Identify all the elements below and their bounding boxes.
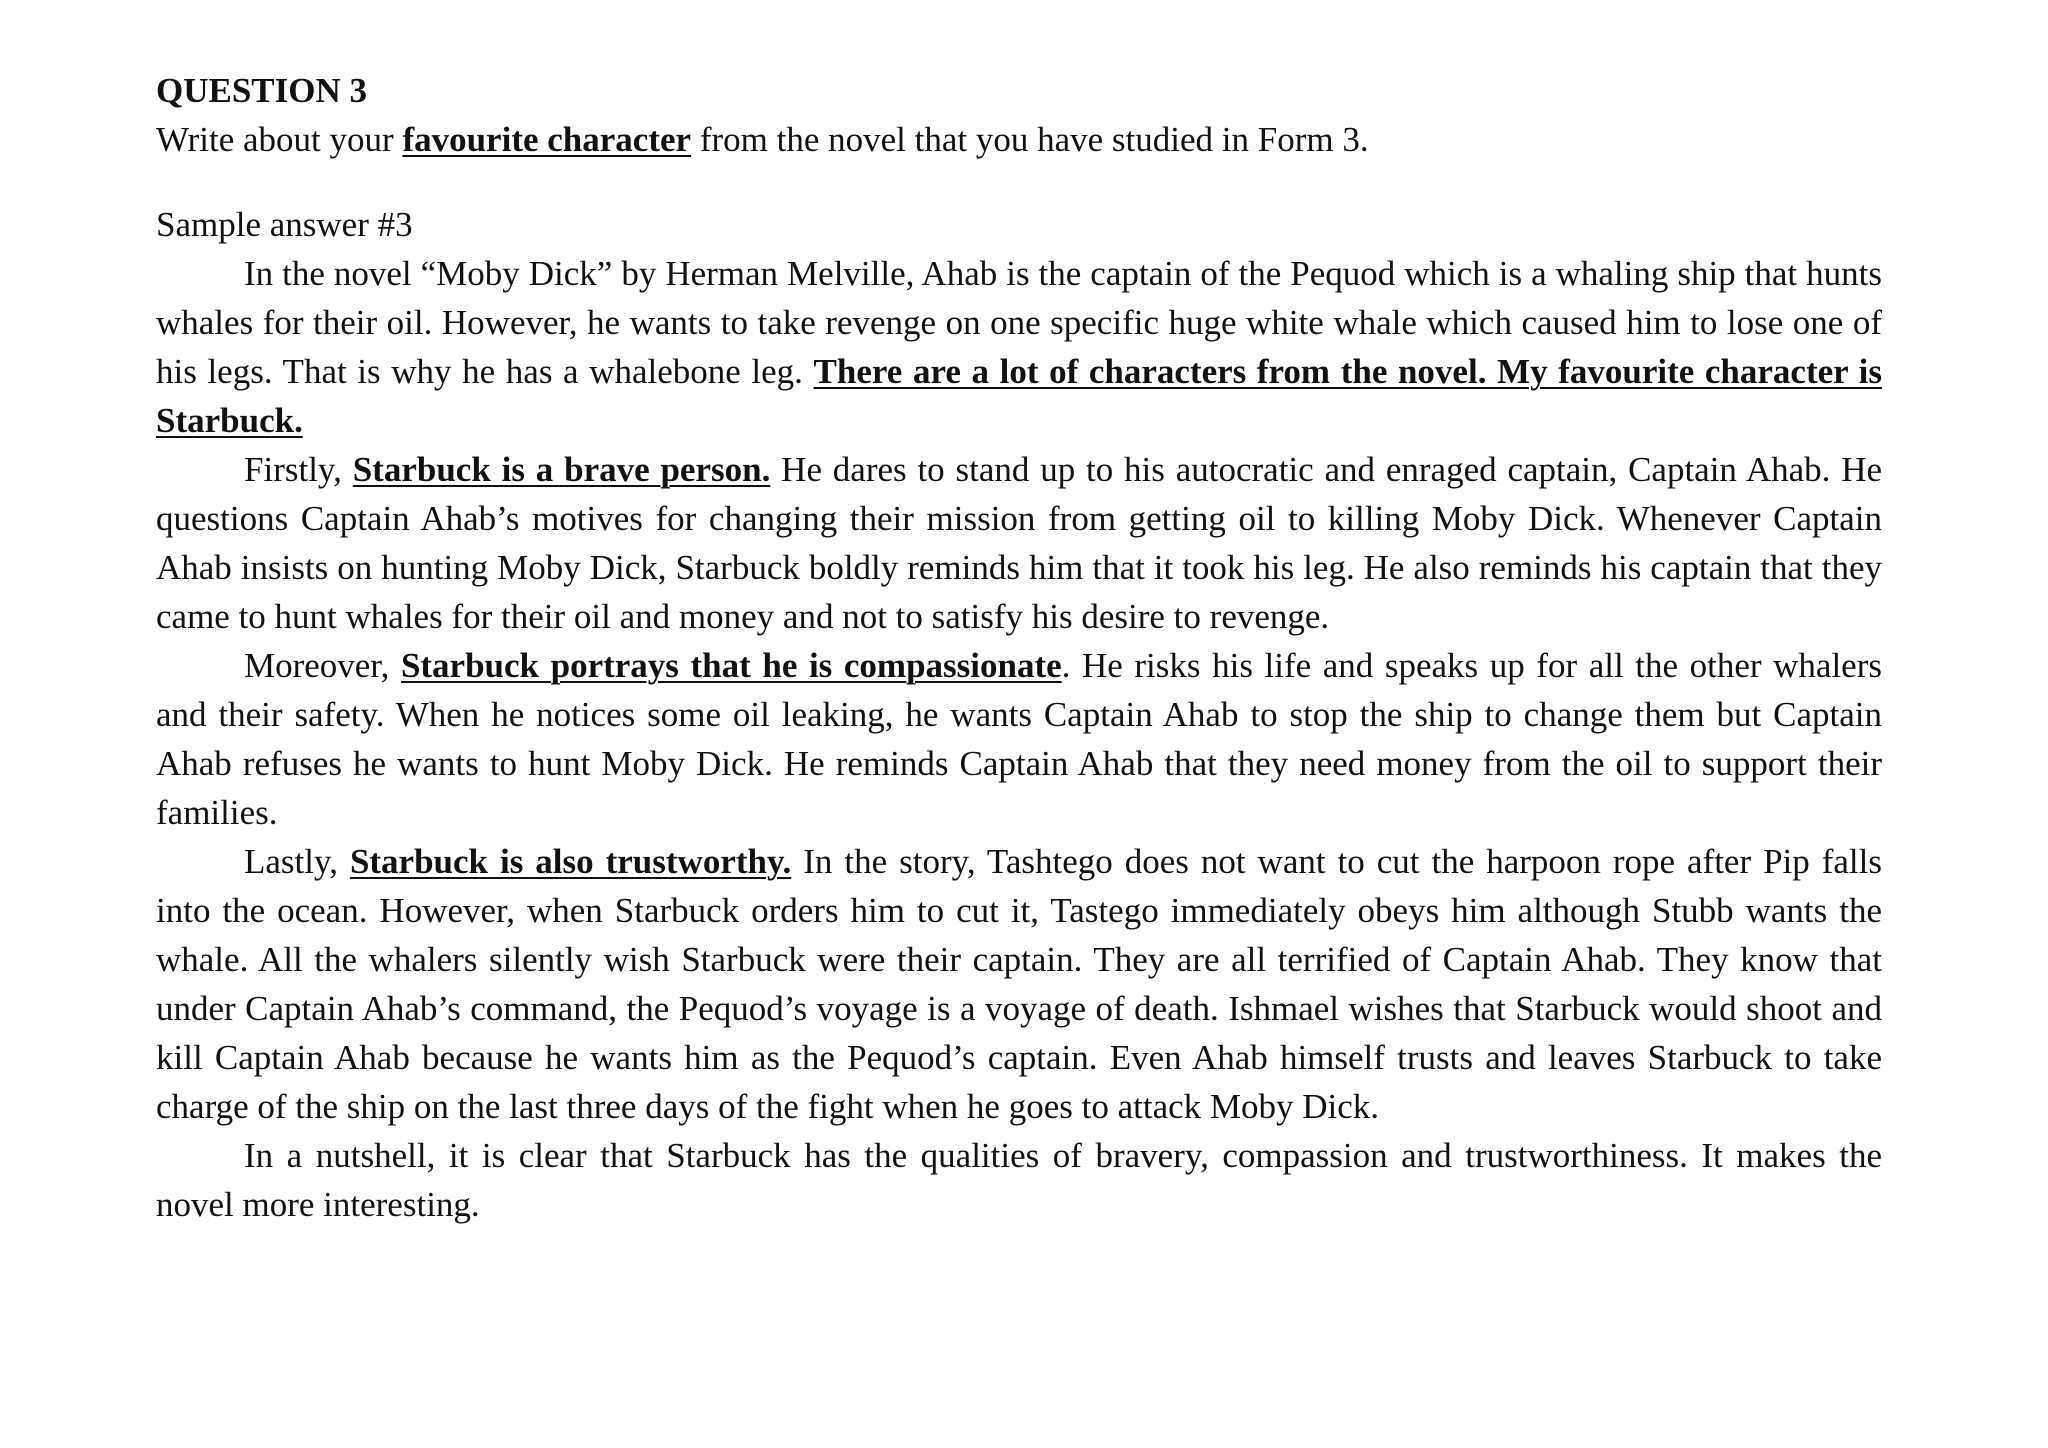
prompt-text-after: from the novel that you have studied in Form 3.	[691, 120, 1369, 159]
point-3-lead: Lastly,	[244, 842, 350, 881]
point-3-text: In the story, Tashtego does not want to cut the harpoon rope after Pip falls into the ocean. However, when Starbuck orders him to cut it, Tastego immediately obeys him although Stubb wants the whale. All the whalers silently wish Starbuck were their captain. They are all terrified of Captain Ahab. They know that under Captain Ahab’s command, the Pequod’s voyage is a voyage of death. Ishmael wishes that Starbuck would shoot and kill Captain Ahab because he wants him as the Pequod’s captain. Even Ahab himself trusts and leaves Starbuck to take charge of the ship on the last three days of the fight when he goes to attack Moby Dick.	[156, 842, 1882, 1126]
intro-highlight: There are a lot of characters from the novel. My favourite character is Starbuck.	[156, 352, 1882, 440]
intro-text: In the novel “Moby Dick” by Herman Melville, Ahab is the captain of the Pequod which is a whaling ship that hunts whales for their oil. However, he wants to take revenge on one specific huge white whale which caused him to lose one of his legs. That is why he has a whalebone leg.	[156, 254, 1882, 391]
point-1-text: He dares to stand up to his autocratic and enraged captain, Captain Ahab. He questions Captain Ahab’s motives for changing their mission from getting oil to killing Moby Dick. Whenever Captain Ahab insists on hunting Moby Dick, Starbuck boldly reminds him that it took his leg. He also reminds his captain that they came to hunt whales for their oil and money and not to satisfy his desire to revenge.	[156, 450, 1883, 636]
point-3-paragraph	[156, 837, 1882, 1131]
point-1-paragraph	[156, 445, 1882, 641]
prompt-text-before: Write about your	[156, 120, 403, 159]
point-2-highlight: Starbuck portrays that he is compassionate	[400, 646, 1062, 685]
sample-answer-label: Sample answer #3	[156, 205, 413, 244]
intro-paragraph	[156, 249, 1882, 445]
point-3-highlight: Starbuck is also trustworthy.	[349, 842, 792, 881]
question-title: QUESTION 3	[156, 71, 368, 110]
prompt-emphasis: favourite character	[402, 120, 692, 159]
conclusion-paragraph: In a nutshell, it is clear that Starbuck has the qualities of bravery, compassion and trustworthiness. It makes the novel more interesting.	[156, 1136, 1882, 1224]
point-1-highlight: Starbuck is a brave person.	[352, 450, 771, 489]
question-prompt	[156, 115, 1882, 164]
point-2-lead: Moreover,	[244, 646, 401, 685]
point-2-text: . He risks his life and speaks up for all the other whalers and their safety. When he notices some oil leaking, he wants Captain Ahab to stop the ship to change them but Captain Ahab refuses he wants to hunt Moby Dick. He reminds Captain Ahab that they need money from the oil to support their families.	[156, 646, 1882, 832]
point-2-paragraph	[156, 641, 1882, 837]
document-page	[156, 66, 1882, 1229]
point-1-lead: Firstly,	[244, 450, 353, 489]
